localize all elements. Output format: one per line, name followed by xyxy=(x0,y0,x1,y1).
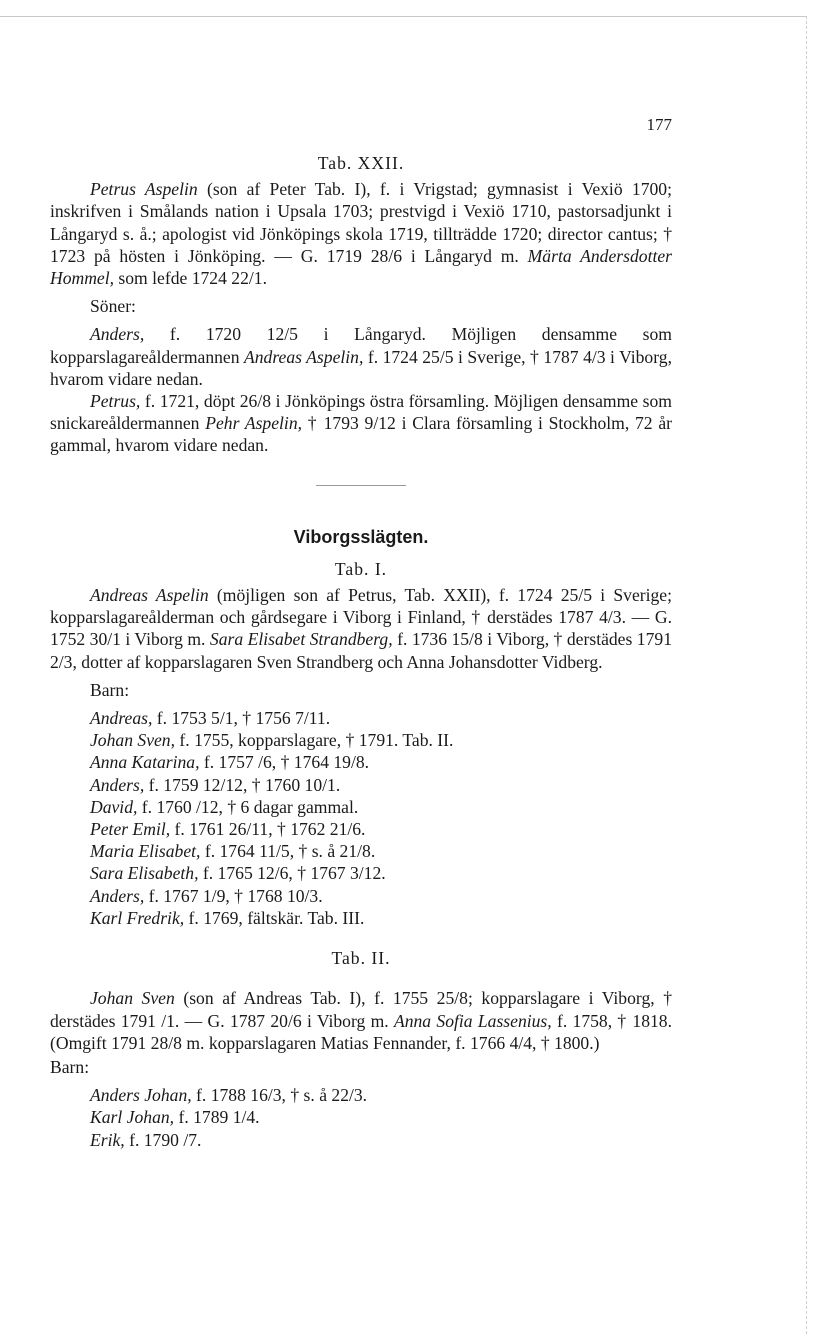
list-item xyxy=(90,1084,672,1106)
text-run: f. 1769, fältskär. Tab. III. xyxy=(184,907,365,928)
list-item xyxy=(90,707,672,729)
text-run: f. 1789 1/4. xyxy=(174,1107,260,1128)
text-run: f. 1753 5/1, † 1756 7/11. xyxy=(152,708,331,729)
list-item xyxy=(90,1129,672,1151)
list-item xyxy=(90,774,672,796)
person-name: Anna Katarina, xyxy=(90,752,200,773)
text-run: (möjligen son af Petrus, Tab. XXII), f. 1724 25/5 i Sverige; kopparslagareålderman och gårdsegare i Viborg i Finland, † derstädes 1787 4/3. — G. 1752 30/1 i Viborg m. xyxy=(50,585,672,650)
text-run: f. 1767 1/9, † 1768 10/3. xyxy=(144,885,323,906)
person-name: Märta Andersdotter Hommel, xyxy=(50,245,673,289)
list-item xyxy=(90,1106,672,1128)
list-item xyxy=(90,818,672,840)
document-page xyxy=(50,100,672,1151)
person-name: Sara Elisabet Strandberg, xyxy=(209,629,393,650)
person-name: Sara Elisabeth, xyxy=(90,863,199,884)
person-name: Pehr Aspelin, xyxy=(205,413,303,434)
text-run: f. 1761 26/11, † 1762 21/6. xyxy=(170,819,366,840)
person-name: Anders, xyxy=(90,324,145,345)
person-name: Erik, xyxy=(90,1129,125,1150)
person-name: Anders, xyxy=(90,885,145,906)
text-run: (son af Andreas Tab. I), f. 1755 25/8; kopparslagare i Viborg, † derstädes 1791 /1. — G. 1787 20/6 i Viborg m. xyxy=(50,988,672,1031)
text-run: f. 1764 11/5, † s. å 21/8. xyxy=(200,841,376,862)
person-name: Andreas Aspelin xyxy=(90,585,209,606)
tab-i-children-label: Barn: xyxy=(90,679,130,700)
text-run: f. 1755, kopparslagare, † 1791. Tab. II. xyxy=(175,730,454,751)
scan-edge-right xyxy=(806,16,807,1334)
list-item xyxy=(90,885,672,907)
person-name: Johan Sven, xyxy=(90,730,176,751)
text-run: f. 1760 /12, † 6 dagar gammal. xyxy=(137,796,359,817)
tab-ii-children-list xyxy=(50,1084,672,1151)
person-name: Maria Elisabet, xyxy=(90,841,201,862)
tab-i-children-list xyxy=(50,707,672,929)
person-name: Johan Sven xyxy=(90,988,175,1009)
tab-ii-bio xyxy=(50,987,672,1054)
scan-edge-top xyxy=(0,16,806,17)
text-run: f. 1788 16/3, † s. å 22/3. xyxy=(191,1085,368,1106)
text-run: † 1793 9/12 i Clara församling i Stockholm, 72 år gammal, hvarom vidare nedan. xyxy=(50,413,672,456)
list-item xyxy=(90,862,672,884)
section-title: Viborgsslägten. xyxy=(293,526,429,547)
tab-xxii-children-label: Söner: xyxy=(90,296,136,317)
text-run: f. 1759 12/12, † 1760 10/1. xyxy=(144,774,341,795)
person-name: Karl Johan, xyxy=(90,1107,175,1128)
person-name: Andreas, xyxy=(90,708,153,729)
tab-ii-children-label: Barn: xyxy=(50,1056,90,1077)
text-run: (son af Peter Tab. I), f. i Vrigstad; gymnasist i Vexiö 1700; inskrifven i Smålands nation i Upsala 1703; prestvigd i Vexiö 1710, pastorsadjunkt i Långaryd s. å.; apologist vid Jönköpings skola 1719, tillträdde 1720; director cantus; † 1723 på hösten i Jönköping. — G. 1719 28/6 i Långaryd m. xyxy=(50,179,672,266)
page-number: 177 xyxy=(646,115,672,134)
person-name: Peter Emil, xyxy=(90,819,171,840)
tab-ii-heading: Tab. II. xyxy=(331,948,391,969)
tab-xxii-heading: Tab. XXII. xyxy=(317,153,405,173)
text-run: f. 1736 15/8 i Viborg, † derstädes 1791 2/3, dotter af kopparslagaren Sven Strandberg och Anna Johansdotter Vidberg. xyxy=(50,629,672,672)
text-run: f. 1758, † 1818. (Omgift 1791 28/8 m. kopparslagaren Matias Fennander, f. 1766 4/4, † 1800.) xyxy=(50,1010,672,1053)
tab-i-bio xyxy=(50,584,672,673)
person-name: Petrus Aspelin xyxy=(90,179,198,200)
list-item xyxy=(90,751,672,773)
person-name: Anders, xyxy=(90,774,145,795)
person-name: Andreas Aspelin, xyxy=(244,346,364,367)
person-name: Anders Johan, xyxy=(90,1085,192,1106)
tab-xxii-child-anders xyxy=(50,323,672,390)
list-item xyxy=(90,840,672,862)
text-run: f. 1790 /7. xyxy=(124,1129,202,1150)
person-name: David, xyxy=(90,796,138,817)
text-run: f. 1721, döpt 26/8 i Jönköpings östra församling. Möjligen densamme som snickareåldermannen xyxy=(50,391,672,434)
text-run: som lefde 1724 22/1. xyxy=(114,268,267,289)
list-item xyxy=(90,796,672,818)
text-run: f. 1757 /6, † 1764 19/8. xyxy=(199,752,370,773)
person-name: Petrus, xyxy=(90,391,141,412)
tab-xxii-child-petrus xyxy=(50,390,672,457)
list-item xyxy=(90,907,672,929)
person-name: Anna Sofia Lassenius, xyxy=(393,1010,552,1031)
tab-i-heading: Tab. I. xyxy=(334,558,388,579)
text-run: f. 1720 12/5 i Långaryd. Möjligen densamme som kopparslagareåldermannen xyxy=(50,324,672,367)
tab-xxii-bio xyxy=(50,178,672,289)
text-run: f. 1724 25/5 i Sverige, † 1787 4/3 i Viborg, hvarom vidare nedan. xyxy=(50,346,672,389)
text-run: f. 1765 12/6, † 1767 3/12. xyxy=(198,863,386,884)
person-name: Karl Fredrik, xyxy=(90,907,185,928)
list-item xyxy=(90,729,672,751)
